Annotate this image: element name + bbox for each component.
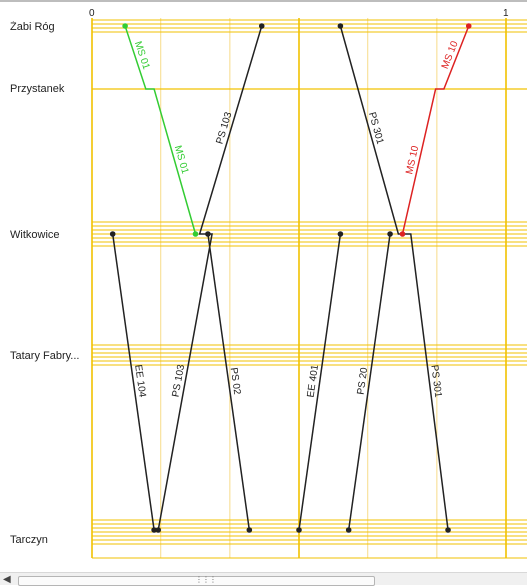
train-label-ms-01: MS 01 [171,144,191,176]
train-path-ps-301 [340,26,448,530]
train-end-dot [400,231,406,237]
train-start-dot [259,23,265,29]
train-start-dot [466,23,472,29]
train-label-ee-401: EE 401 [305,364,321,399]
train-end-dot [151,527,157,533]
train-path-ee-401 [299,234,340,530]
train-end-dot [193,231,199,237]
train-end-dot [247,527,253,533]
train-path-ms-10 [403,26,469,234]
station-label-tarczyn: Tarczyn [10,534,48,546]
train-path-ps-103 [158,26,261,530]
train-path-ee-104 [113,234,154,530]
scale-start-label: 0 [89,8,95,19]
scroll-thumb[interactable] [18,576,375,586]
scroll-left-arrow-icon[interactable]: ◀ [3,574,11,585]
train-label-ps-02: PS 02 [227,366,243,396]
train-label-ps-301: PS 301 [365,110,386,146]
train-label-ms-10: MS 10 [439,39,461,71]
train-label-ms-01: MS 01 [131,39,152,71]
scroll-grip-icon: ⋮⋮⋮ [195,575,216,584]
train-end-dot [346,527,352,533]
station-label-przystanek: Przystanek [10,83,65,95]
train-start-dot [338,23,344,29]
train-end-dot [296,527,302,533]
station-label-tatary-fabry: Tatary Fabry... [10,350,80,362]
train-label-ee-104: EE 104 [132,364,148,399]
train-label-ps-103: PS 103 [214,110,235,146]
train-path-ps-02 [208,234,249,530]
train-path-ps-20 [349,234,390,530]
train-label-ps-103: PS 103 [170,363,188,399]
station-label-zabi-rog: Żabi Róg [10,21,55,33]
train-label-ms-10: MS 10 [404,144,422,176]
train-start-dot [387,231,393,237]
train-start-dot [338,231,344,237]
station-label-witkowice: Witkowice [10,229,60,241]
scale-end-label: 1 [503,8,509,19]
horizontal-scrollbar[interactable] [0,572,527,585]
train-start-dot [205,231,211,237]
train-paths [110,23,472,533]
train-label-ps-20: PS 20 [355,366,371,396]
train-end-dot [445,527,451,533]
train-start-dot [122,23,128,29]
train-label-ps-301: PS 301 [428,364,444,399]
train-start-dot [110,231,116,237]
